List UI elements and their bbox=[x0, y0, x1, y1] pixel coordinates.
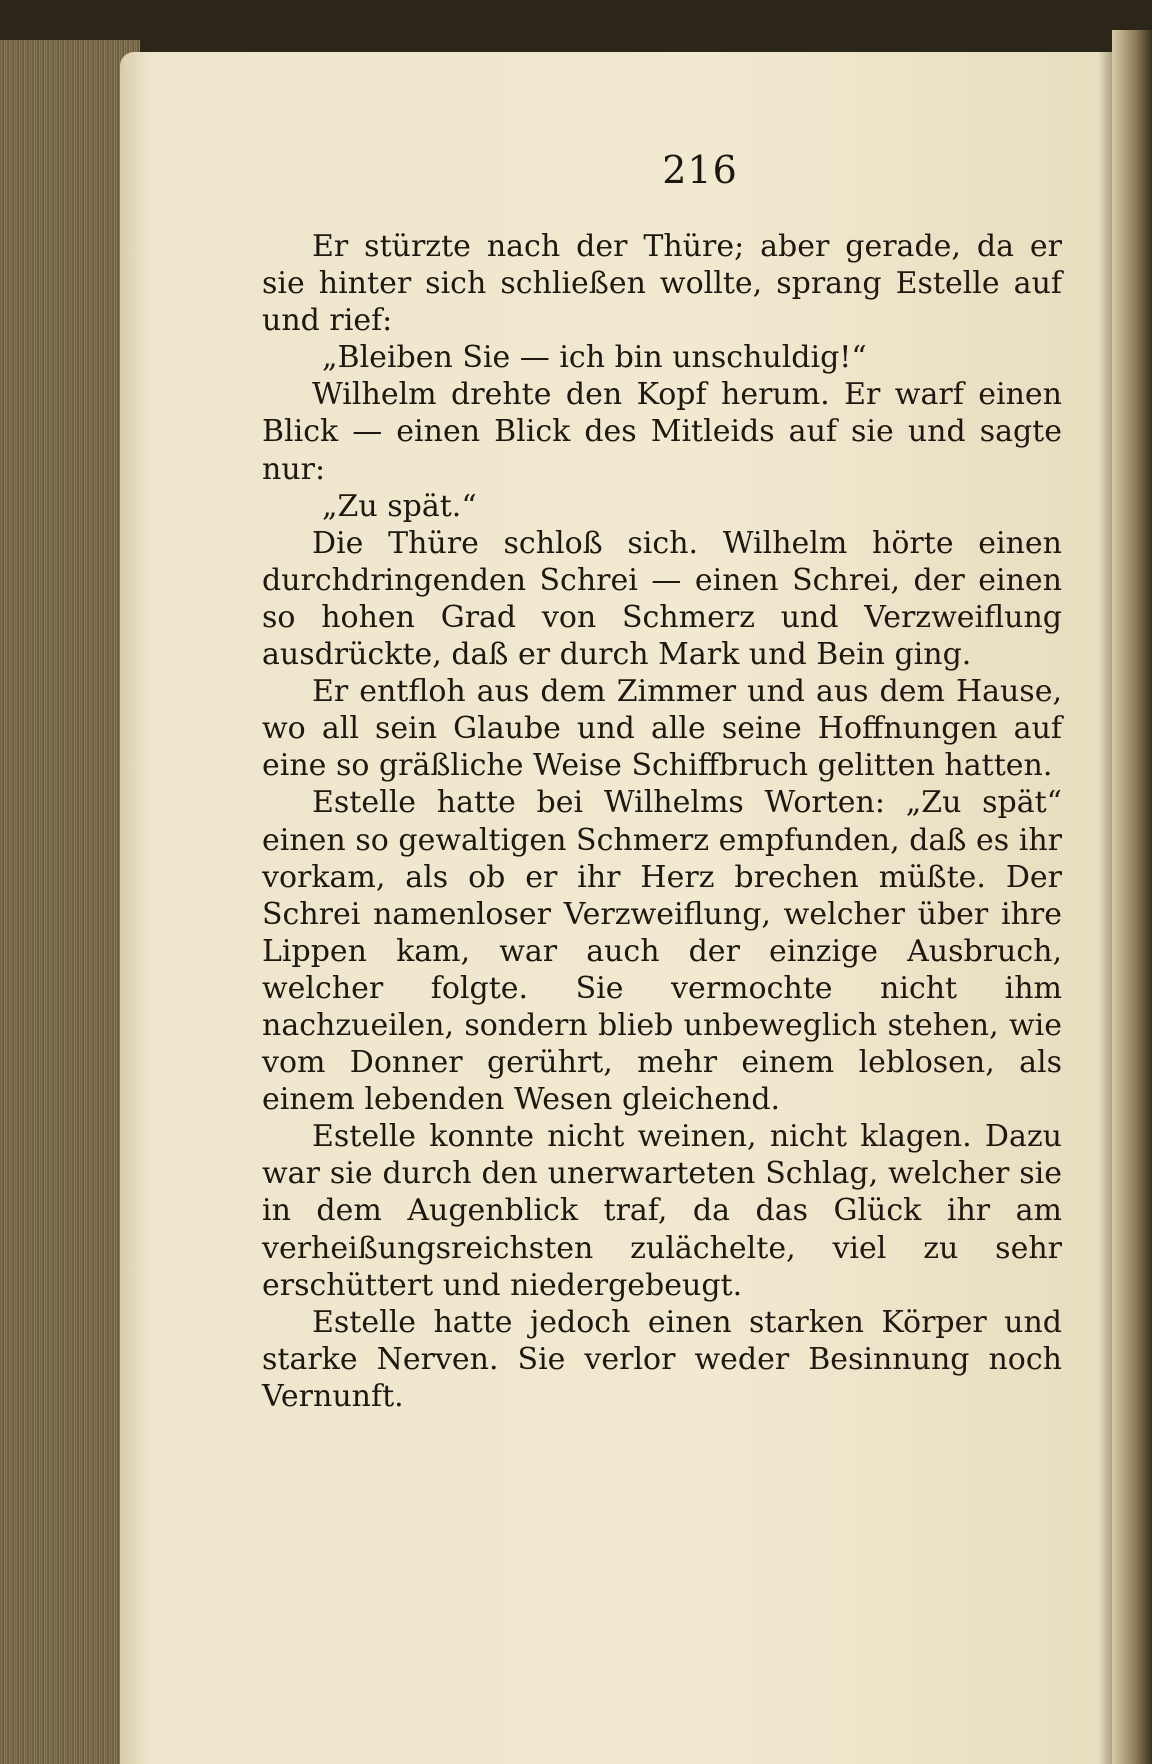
paragraph: Er stürzte nach der Thüre; aber gerade, da er sie hinter sich schließen wollte, sprang Estelle auf und rief: bbox=[262, 229, 1062, 339]
quote-line: „Zu spät.“ bbox=[322, 488, 477, 524]
body-text bbox=[262, 228, 1062, 1415]
facing-page-edge bbox=[1112, 30, 1152, 1764]
paragraph: Estelle konnte nicht weinen, nicht klagen. Dazu war sie durch den unerwarteten Schlag, welcher sie in dem Augenblick traf, da das Glück ihr am verheißungsreichsten zulächelte, viel zu sehr erschüttert und niedergebeugt. bbox=[262, 1119, 1062, 1303]
paragraph: Wilhelm drehte den Kopf herum. Er warf einen Blick — einen Blick des Mitleids auf sie und sagte nur: bbox=[262, 377, 1062, 487]
paragraph: Er entfloh aus dem Zimmer und aus dem Hause, wo all sein Glaube und alle seine Hoffnungen auf eine so gräßliche Weise Schiffbruch gelitten hatten. bbox=[262, 674, 1062, 784]
quote-line: „Bleiben Sie — ich bin unschuldig!“ bbox=[322, 340, 867, 376]
page-gutter-shadow bbox=[1098, 52, 1112, 1764]
page-edges bbox=[0, 40, 140, 1764]
paragraph: Estelle hatte jedoch einen starken Körper und starke Nerven. Sie verlor weder Besinnung noch Vernunft. bbox=[262, 1304, 1062, 1414]
paragraph: Die Thüre schloß sich. Wilhelm hörte einen durchdringenden Schrei — einen Schrei, der einen so hohen Grad von Schmerz und Verzweiflung ausdrückte, daß er durch Mark und Bein ging. bbox=[262, 525, 1062, 673]
paragraph: Estelle hatte bei Wilhelms Worten: „Zu spät“ einen so gewaltigen Schmerz empfunden, daß es ihr vorkam, als ob er ihr Herz brechen müßte. Der Schrei namenloser Verzweiflung, welcher über ihre Lippen kam, war auch der einzige Ausbruch, welcher folgte. Sie vermochte nicht ihm nachzueilen, sondern blieb unbeweglich stehen, wie vom Donner gerührt, mehr einem leblosen, als einem lebenden Wesen gleichend. bbox=[262, 785, 1062, 1118]
page-number: 216 bbox=[662, 148, 738, 192]
